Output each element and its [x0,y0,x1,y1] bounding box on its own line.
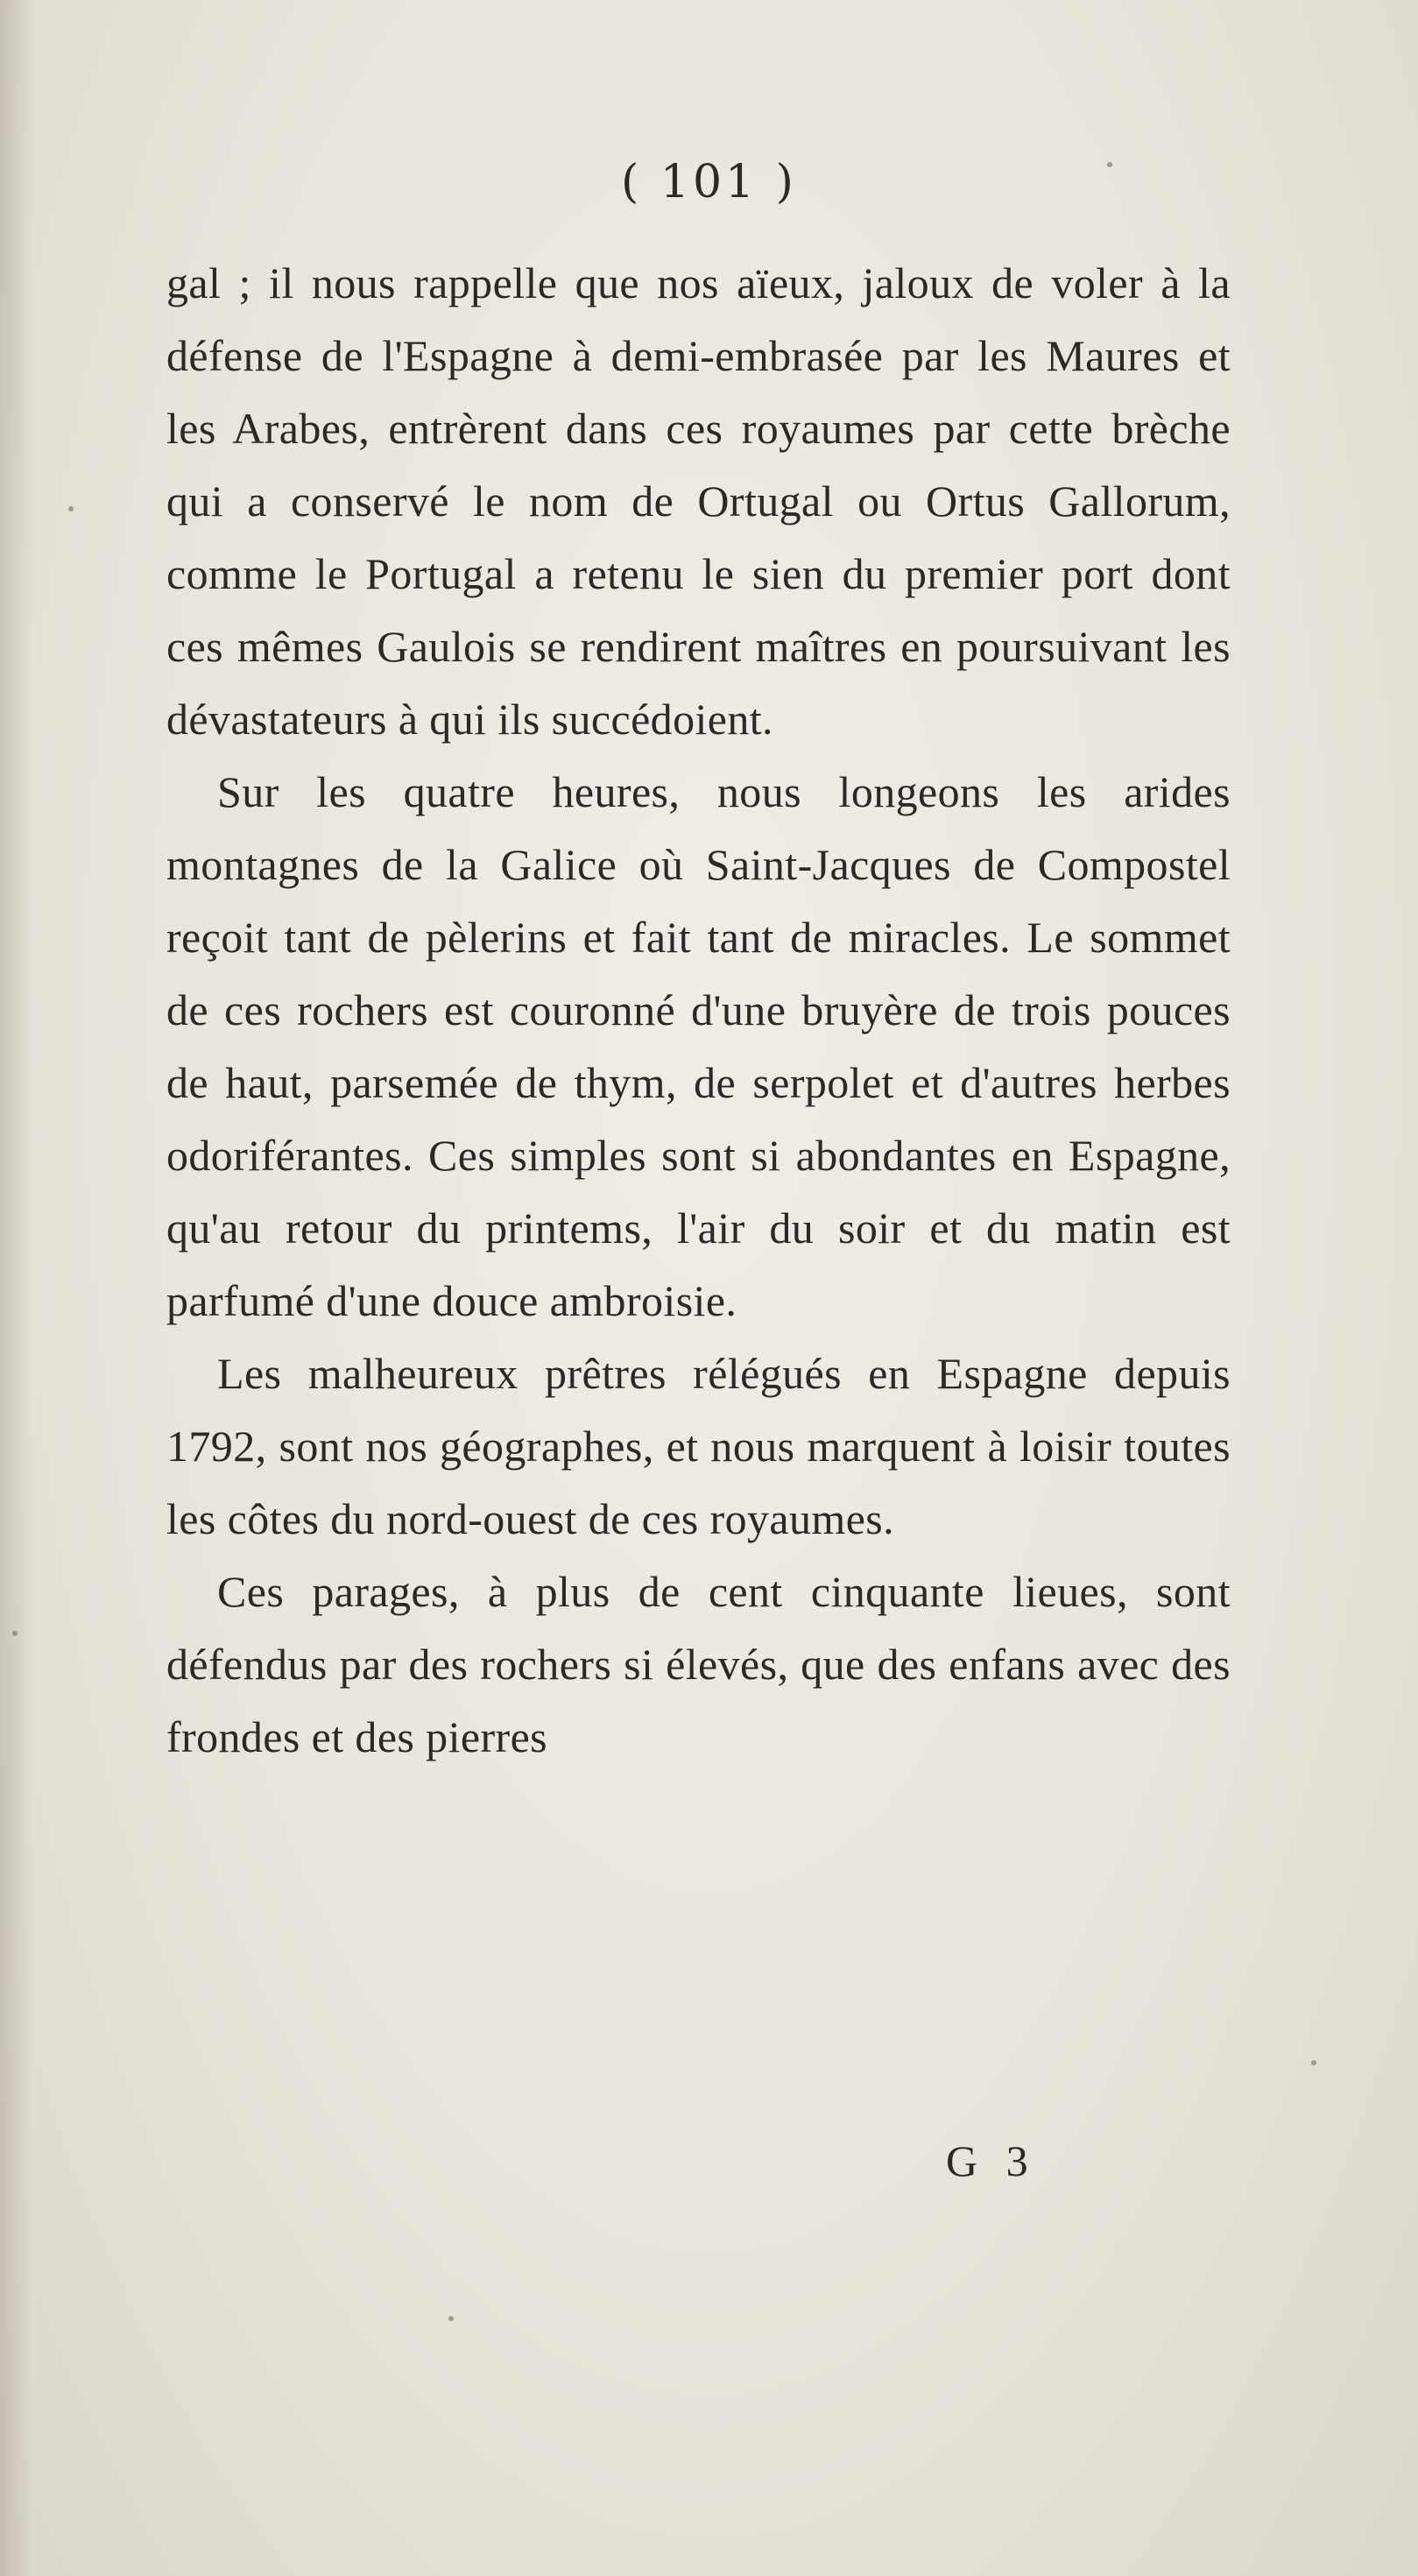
paper-speck [448,2316,454,2321]
paragraph-2: Sur les quatre heures, nous longeons les arides montagnes de la Galice où Saint-Jacques de Compostel reçoit tant de pèlerins et fait tant de miracles. Le sommet de ces rochers est couronné d'une bruyère de trois pouces de haut, parsemée de thym, de serpolet et d'autres herbes odoriférantes. Ces simples sont si abondantes en Espagne, qu'au retour du printems, l'air du soir et du matin est parfumé d'une douce ambroisie. [166,767,1231,1325]
paragraph-3: Les malheureux prêtres rélégués en Espagne depuis 1792, sont nos géographes, et nous marquent à loisir toutes les côtes du nord-ouest de ces royaumes. [166,1349,1231,1543]
paragraph-1: gal ; il nous rappelle que nos aïeux, jaloux de voler à la défense de l'Espagne à demi-embrasée par les Maures et les Arabes, entrèrent dans ces royaumes par cette brèche qui a conservé le nom de Ortugal ou Ortus Gallorum, comme le Portugal a retenu le sien du premier port dont ces mêmes Gaulois se rendirent maîtres en poursuivant les dévastateurs à qui ils succédoient. [166,258,1231,744]
paper-speck [68,506,74,512]
body-text [166,247,1231,1774]
page-edge-shadow [0,0,33,2576]
page-number: ( 101 ) [621,156,797,208]
signature-mark: G 3 [946,2136,1037,2185]
paper-speck [1107,162,1112,167]
paper-speck [12,1631,18,1636]
paper-speck [1311,2060,1316,2065]
paragraph-4: Ces parages, à plus de cent cinquante lieues, sont défendus par des rochers si élevés, que des enfans avec des frondes et des pierres [166,1567,1231,1761]
